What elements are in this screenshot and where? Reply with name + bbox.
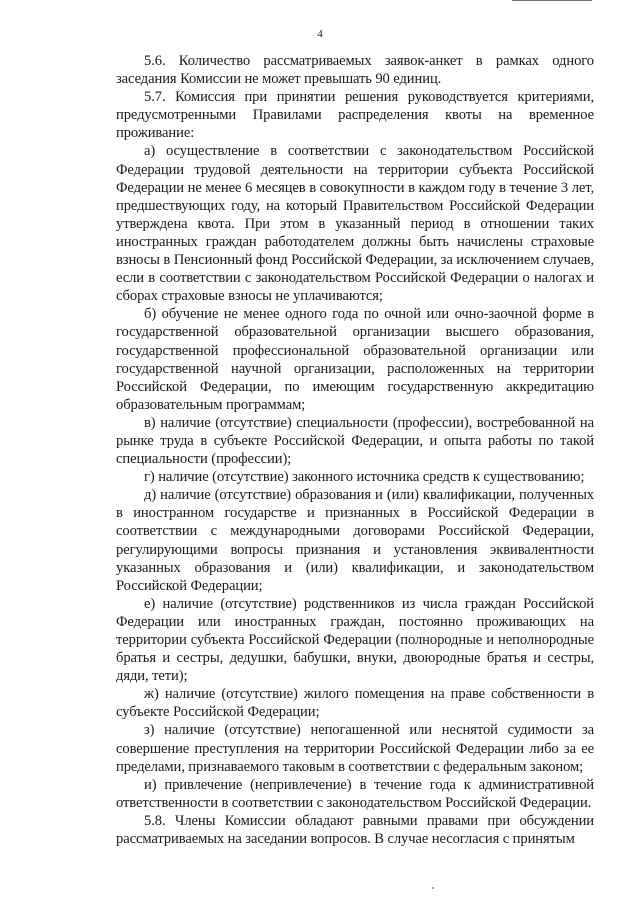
document-body — [116, 52, 594, 848]
criterion-i: и) привлечение (непривлечение) в течение года к административной ответственности в соответствии с законодательством Российской Федерации. — [116, 776, 594, 811]
criterion-a: а) осуществление в соответствии с законодательством Российской Федерации трудовой деятельности на территории субъекта Российской Федерации не менее 6 месяцев в совокупности в каждом году в течение 3 лет, предшествующих году, на который Правительством Российской Федерации утверждена квота. При этом в указанный период в отношении таких иностранных граждан работодателем должны быть начислены страховые взносы в Пенсионный фонд Российской Федерации, за исключением случаев, если в соответствии с законодательством Российской Федерации о налогах и сборах страховые взносы не уплачиваются; — [116, 143, 594, 305]
paragraph-5-6: 5.6. Количество рассматриваемых заявок-анкет в рамках одного заседания Комиссии не может превышать 90 единиц. — [116, 53, 594, 88]
top-edge-line — [512, 0, 592, 1]
criterion-zh: ж) наличие (отсутствие) жилого помещения на праве собственности в субъекте Российской Федерации; — [116, 686, 594, 721]
criterion-v: в) наличие (отсутствие) специальности (профессии), востребованной на рынке труда в субъекте Российской Федерации, и опыта работы по такой специальности (профессии); — [116, 414, 594, 468]
page-number: 4 — [317, 28, 323, 40]
scan-speck — [432, 887, 434, 889]
criterion-e: е) наличие (отсутствие) родственников из числа граждан Российской Федерации или иностранных граждан, постоянно проживающих на территории субъекта Российской Федерации (полнородные и неполнородные братья и сестры, дедушки, бабушки, внуки, двоюродные братья и сестры, дяди, тети); — [116, 595, 594, 685]
criterion-g: г) наличие (отсутствие) законного источника средств к существованию; — [144, 469, 585, 486]
paragraph-5-8: 5.8. Члены Комиссии обладают равными правами при обсуждении рассматриваемых на заседании вопросов. В случае несогласия с принятым — [116, 812, 594, 848]
criterion-b: б) обучение не менее одного года по очной или очно-заочной форме в государственной образовательной организации высшего образования, государственной профессиональной образовательной организации или государственной научной организации, расположенных на территории Российской Федерации, по имеющим государственную аккредитацию образовательным программам; — [116, 306, 594, 413]
criterion-z: з) наличие (отсутствие) непогашенной или неснятой судимости за совершение преступления на территории Российской Федерации либо за ее пределами, признаваемого таковым в соответствии с федеральным законом; — [116, 722, 594, 775]
paragraph-5-7: 5.7. Комиссия при принятии решения руководствуется критериями, предусмотренными Правилами распределения квоты на временное проживание: — [116, 89, 594, 142]
criterion-d: д) наличие (отсутствие) образования и (или) квалификации, полученных в иностранном государстве и признанных в Российской Федерации в соответствии с международными договорами Российской Федерации, регулирующими вопросы признания и установления эквивалентности указанных образования и (или) квалификации, и законодательством Российской Федерации; — [116, 487, 594, 594]
